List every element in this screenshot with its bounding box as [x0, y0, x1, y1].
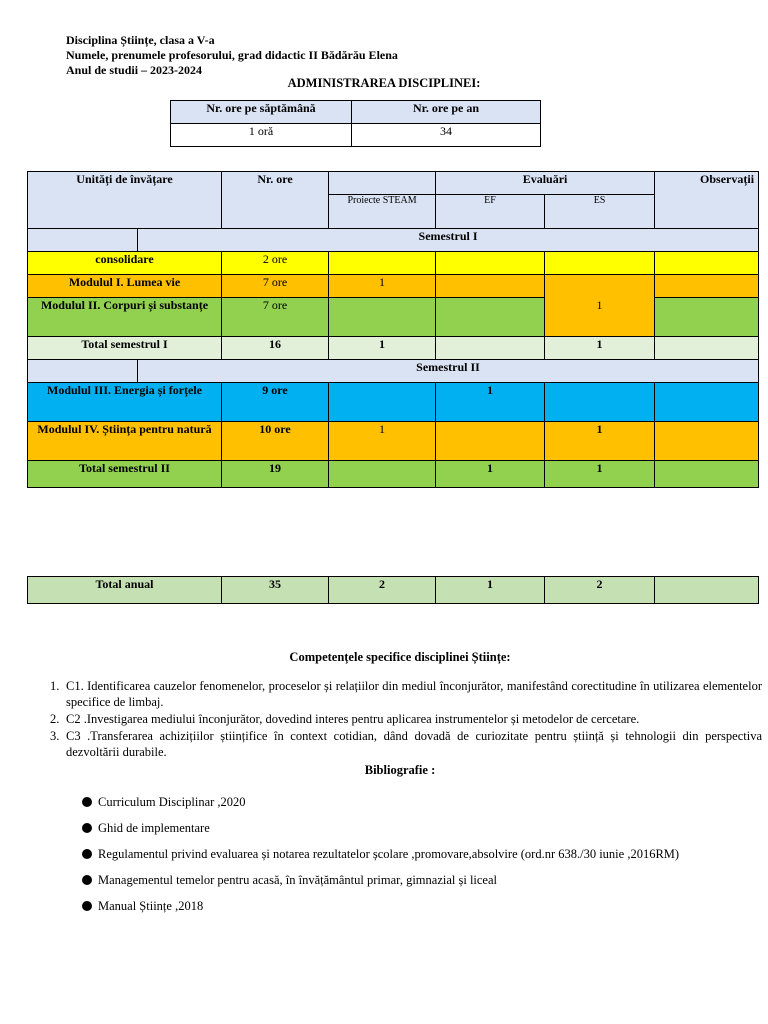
es-header: ES	[545, 195, 655, 229]
row-ef: 1	[436, 383, 545, 422]
list-item	[50, 711, 762, 727]
item-number: 1.	[50, 679, 60, 693]
bullet-icon	[82, 849, 92, 859]
row-steam: 1	[329, 337, 436, 360]
row-steam: 1	[329, 275, 436, 298]
row-unit: Total semestrul I	[28, 337, 222, 360]
table-row	[28, 577, 759, 604]
admin-table	[170, 100, 541, 147]
row-unit: Modulul III. Energia și forțele	[28, 383, 222, 422]
item-number: 2.	[50, 712, 60, 726]
teacher-line: Numele, prenumele profesorului, grad didactic II Bădărău Elena	[66, 48, 398, 62]
row-ef: 1	[436, 577, 545, 604]
list-item	[82, 898, 679, 924]
item-text: Manual Științe ,2018	[98, 899, 204, 913]
row-es: 1	[545, 337, 655, 360]
row-es: 1	[545, 422, 655, 461]
es-semester-1: 1	[545, 275, 655, 337]
item-text: C3 .Transferarea achizițiilor științifice în context cotidian, dând dovadă de curiozitate pentru știință și tehnologii din perspectiva dezvoltării durabile.	[66, 729, 762, 759]
evaluations-header: Evaluări	[436, 172, 655, 195]
row-unit: Total semestrul II	[28, 461, 222, 488]
bibliography-title: Bibliografie :	[364, 763, 436, 777]
table-row	[28, 383, 759, 422]
item-text: Curriculum Disciplinar ,2020	[98, 795, 246, 809]
semester-1-label: Semestrul I	[138, 229, 759, 252]
row-es: 2	[545, 577, 655, 604]
observations-header: Observații	[655, 172, 759, 229]
table-row	[28, 337, 759, 360]
item-text: C2 .Investigarea mediului înconjurător, dovedind interes pentru aplicarea instrumentelor și metodelor de cercetare.	[66, 712, 640, 726]
list-item	[82, 794, 679, 820]
list-item	[82, 846, 679, 872]
document-header	[66, 33, 398, 78]
semester-2-label: Semestrul II	[138, 360, 759, 383]
planning-table	[27, 171, 759, 488]
units-header: Unități de învățare	[28, 172, 222, 229]
item-number: 3.	[50, 729, 60, 743]
row-hours: 7 ore	[222, 275, 329, 298]
row-hours: 9 ore	[222, 383, 329, 422]
discipline-line: Disciplina Științe, clasa a V-a	[66, 33, 215, 47]
ef-header: EF	[436, 195, 545, 229]
list-item	[50, 678, 762, 710]
weekly-hours-value: 1 oră	[171, 124, 352, 147]
list-item	[82, 820, 679, 846]
row-hours: 35	[222, 577, 329, 604]
bullet-icon	[82, 797, 92, 807]
row-ef: 1	[436, 461, 545, 488]
row-steam: 1	[329, 422, 436, 461]
row-unit: Total anual	[28, 577, 222, 604]
bibliography-list	[82, 794, 679, 924]
item-text: Managementul temelor pentru acasă, în învățământul primar, gimnazial și liceal	[98, 873, 498, 887]
hours-header: Nr. ore	[222, 172, 329, 229]
bullet-icon	[82, 901, 92, 911]
annual-total-table	[27, 576, 759, 604]
item-text: C1. Identificarea cauzelor fenomenelor, proceselor și relațiilor din mediul înconjurător, manifestând corectitudine în utilizarea elementelor specifice de limbaj.	[66, 679, 762, 709]
admin-title: ADMINISTRAREA DISCIPLINEI:	[287, 76, 481, 90]
steam-header: Proiecte STEAM	[329, 195, 436, 229]
list-item	[82, 872, 679, 898]
row-hours: 16	[222, 337, 329, 360]
competences-list	[50, 678, 762, 761]
table-row	[28, 461, 759, 488]
row-hours: 2 ore	[222, 252, 329, 275]
row-hours: 10 ore	[222, 422, 329, 461]
table-row	[28, 252, 759, 275]
yearly-hours-header: Nr. ore pe an	[352, 101, 541, 124]
weekly-hours-header: Nr. ore pe săptămână	[171, 101, 352, 124]
school-year-line: Anul de studii – 2023-2024	[66, 63, 203, 77]
row-hours: 19	[222, 461, 329, 488]
bullet-icon	[82, 823, 92, 833]
row-unit: Modulul I. Lumea vie	[28, 275, 222, 298]
row-es: 1	[545, 461, 655, 488]
row-hours: 7 ore	[222, 298, 329, 337]
list-item	[50, 728, 762, 760]
row-unit: Modulul IV. Știința pentru natură	[28, 422, 222, 461]
row-steam: 2	[329, 577, 436, 604]
row-unit: consolidare	[28, 252, 222, 275]
bullet-icon	[82, 875, 92, 885]
row-unit: Modulul II. Corpuri și substanțe	[28, 298, 222, 337]
item-text: Ghid de implementare	[98, 821, 210, 835]
competences-title: Competențele specifice disciplinei Științe:	[289, 650, 511, 664]
item-text: Regulamentul privind evaluarea și notarea rezultatelor școlare ,promovare,absolvire (ord.nr 638./30 iunie ,2016RM)	[98, 847, 680, 861]
table-row	[28, 275, 759, 298]
yearly-hours-value: 34	[352, 124, 541, 147]
table-row	[28, 422, 759, 461]
